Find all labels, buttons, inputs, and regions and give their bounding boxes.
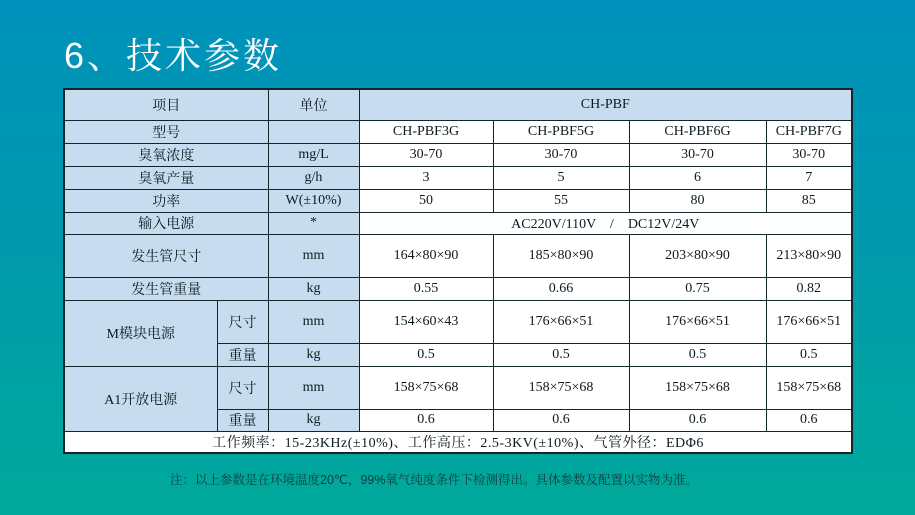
value-cell: 30-70 <box>359 143 493 166</box>
value-cell: 176×66×51 <box>629 300 766 343</box>
value-cell: 176×66×51 <box>493 300 629 343</box>
page-title: 6、技术参数 <box>64 35 283 76</box>
row-label-cell: 臭氧浓度 <box>64 143 268 166</box>
row-label-cell: 发生管尺寸 <box>64 234 268 277</box>
table-row <box>64 89 852 120</box>
sub-label-cell: 重量 <box>217 409 268 431</box>
row-label-cell: 功率 <box>64 189 268 212</box>
table-row <box>64 277 852 300</box>
value-cell: 0.5 <box>359 343 493 366</box>
value-cell: 0.6 <box>359 409 493 431</box>
unit-cell: mg/L <box>268 143 359 166</box>
sub-label-cell: 尺寸 <box>217 366 268 409</box>
merged-value-cell: AC220V/110V / DC12V/24V <box>359 212 852 234</box>
value-cell: CH-PBF3G <box>359 120 493 143</box>
slide-note: 注：以上参数是在环境温度20℃，99%氧气纯度条件下检测得出。具体参数及配置以实物为准。 <box>170 473 698 487</box>
value-cell: 158×75×68 <box>629 366 766 409</box>
table-row <box>64 300 852 343</box>
value-cell: 158×75×68 <box>359 366 493 409</box>
table-row <box>64 166 852 189</box>
value-cell: 80 <box>629 189 766 212</box>
value-cell: 0.82 <box>766 277 852 300</box>
value-cell: 0.5 <box>493 343 629 366</box>
table-row <box>64 143 852 166</box>
value-cell: 0.6 <box>629 409 766 431</box>
value-cell: 5 <box>493 166 629 189</box>
row-label-cell: 输入电源 <box>64 212 268 234</box>
value-cell: 30-70 <box>493 143 629 166</box>
unit-cell: kg <box>268 409 359 431</box>
value-cell: 0.55 <box>359 277 493 300</box>
value-cell: CH-PBF7G <box>766 120 852 143</box>
sub-label-cell: 尺寸 <box>217 300 268 343</box>
value-cell: 30-70 <box>629 143 766 166</box>
table-row <box>64 189 852 212</box>
table-row <box>64 234 852 277</box>
value-cell: 7 <box>766 166 852 189</box>
value-cell: 0.6 <box>766 409 852 431</box>
value-cell: 0.66 <box>493 277 629 300</box>
value-cell: 0.5 <box>766 343 852 366</box>
value-cell: 30-70 <box>766 143 852 166</box>
unit-cell: mm <box>268 234 359 277</box>
table-row <box>64 120 852 143</box>
row-label-cell: 发生管重量 <box>64 277 268 300</box>
group-label-cell: A1开放电源 <box>64 366 217 431</box>
value-cell: 85 <box>766 189 852 212</box>
value-cell: 164×80×90 <box>359 234 493 277</box>
unit-cell <box>268 120 359 143</box>
row-label-cell: 臭氧产量 <box>64 166 268 189</box>
value-cell: 154×60×43 <box>359 300 493 343</box>
value-cell: 3 <box>359 166 493 189</box>
value-cell: 0.5 <box>629 343 766 366</box>
value-cell: 185×80×90 <box>493 234 629 277</box>
value-cell: 158×75×68 <box>766 366 852 409</box>
table-row <box>64 366 852 409</box>
value-cell: 158×75×68 <box>493 366 629 409</box>
row-label-cell: 型号 <box>64 120 268 143</box>
value-cell: CH-PBF6G <box>629 120 766 143</box>
value-cell: 203×80×90 <box>629 234 766 277</box>
table-footer-cell: 工作频率：15-23KHz(±10%)、工作高压：2.5-3KV(±10%)、气管外径：EDΦ6 <box>64 431 852 453</box>
value-cell: 6 <box>629 166 766 189</box>
table-row <box>64 431 852 453</box>
spec-table <box>63 88 853 454</box>
sub-label-cell: 重量 <box>217 343 268 366</box>
unit-cell: kg <box>268 277 359 300</box>
value-cell: CH-PBF5G <box>493 120 629 143</box>
header-item-cell: 项目 <box>64 89 268 120</box>
unit-cell: W(±10%) <box>268 189 359 212</box>
value-cell: 50 <box>359 189 493 212</box>
value-cell: 176×66×51 <box>766 300 852 343</box>
header-unit-cell: 单位 <box>268 89 359 120</box>
unit-cell: mm <box>268 300 359 343</box>
value-cell: 0.75 <box>629 277 766 300</box>
table-row <box>64 212 852 234</box>
value-cell: 213×80×90 <box>766 234 852 277</box>
unit-cell: mm <box>268 366 359 409</box>
unit-cell: kg <box>268 343 359 366</box>
header-series-cell: CH-PBF <box>359 89 852 120</box>
value-cell: 0.6 <box>493 409 629 431</box>
unit-cell: * <box>268 212 359 234</box>
group-label-cell: M模块电源 <box>64 300 217 366</box>
value-cell: 55 <box>493 189 629 212</box>
unit-cell: g/h <box>268 166 359 189</box>
